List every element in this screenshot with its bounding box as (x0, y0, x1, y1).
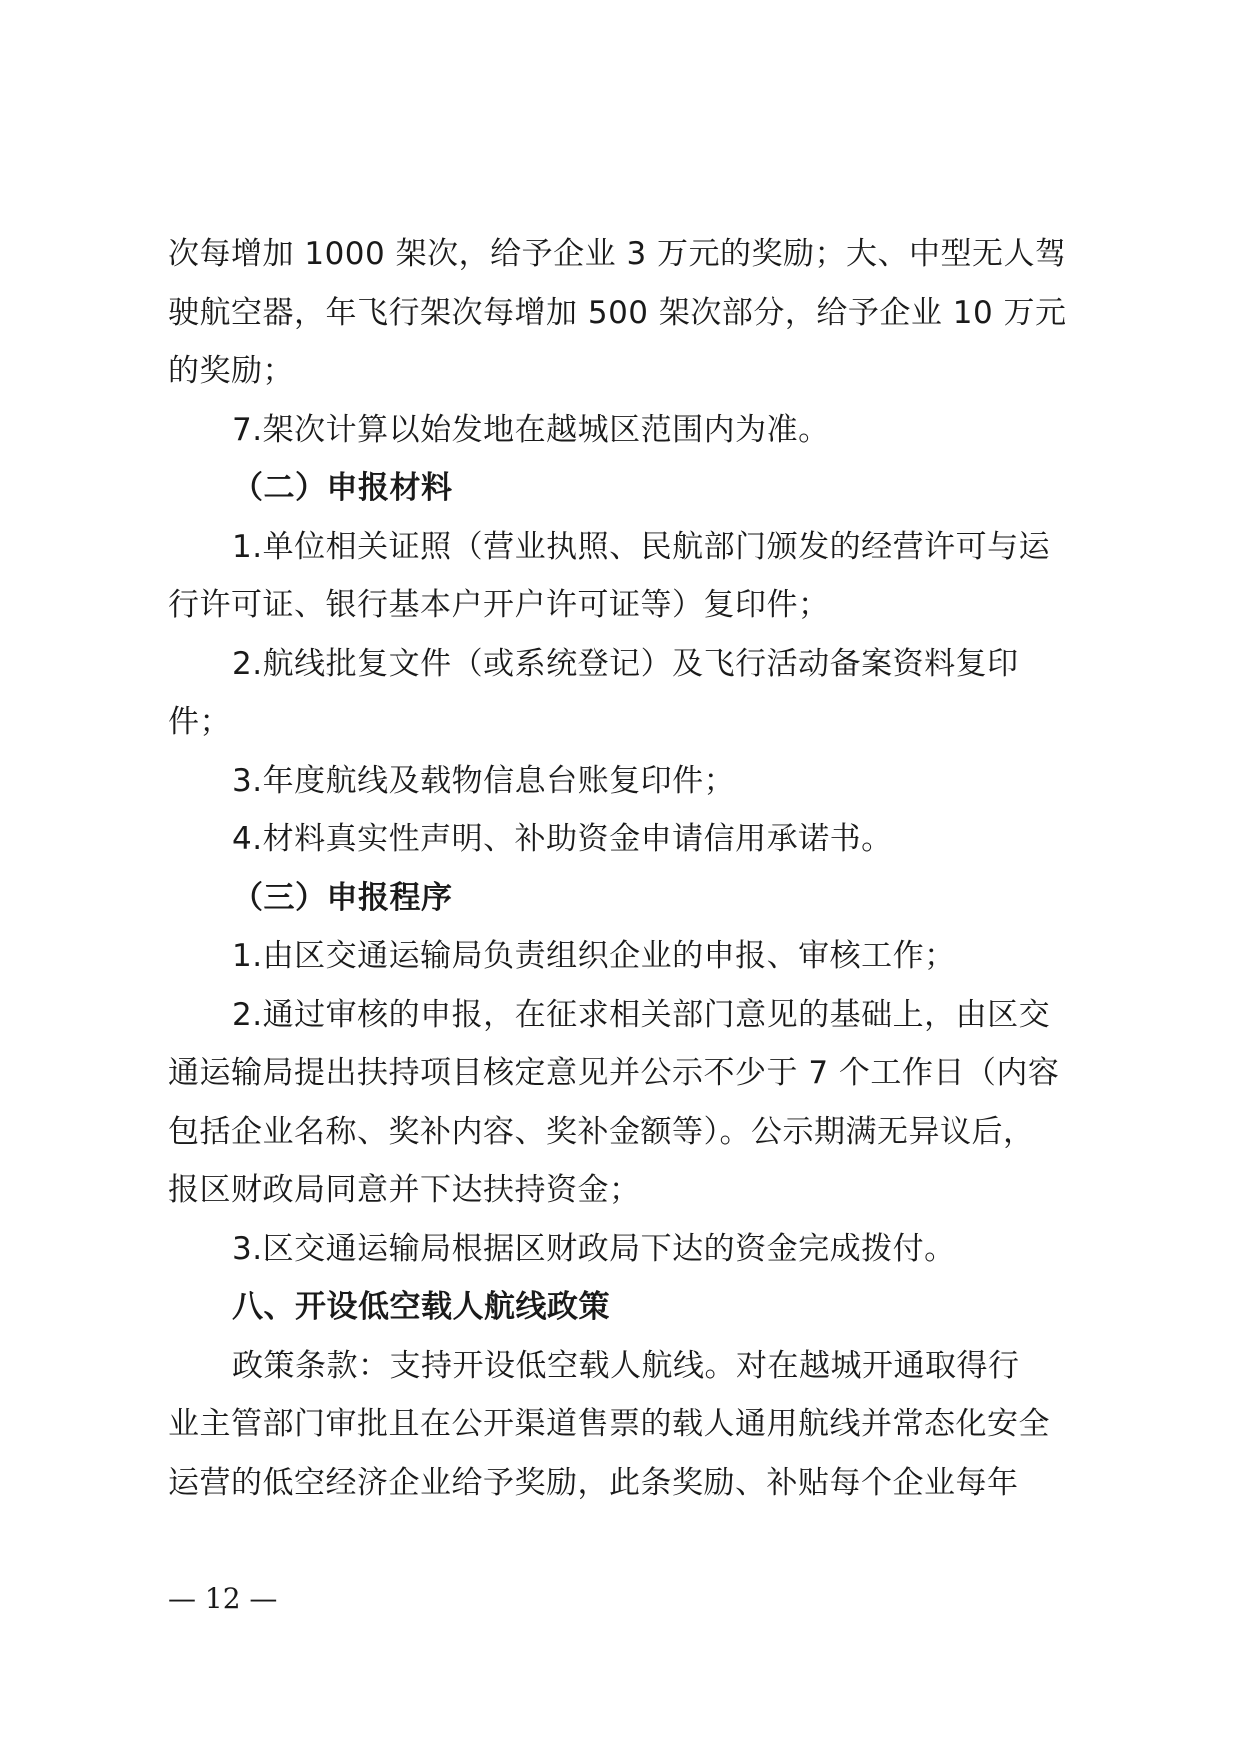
section-heading: （三）申报程序 (232, 879, 453, 916)
text-line: 的奖励； (168, 353, 294, 389)
text-line: 件； (168, 704, 231, 740)
text-line: 次每增加 1000 架次，给予企业 3 万元的奖励；大、中型无人驾 (168, 236, 1067, 272)
text-line: 驶航空器，年飞行架次每增加 500 架次部分，给予企业 10 万元 (168, 294, 1067, 331)
text-line: 2.航线批复文件（或系统登记）及飞行活动备案资料复印 (232, 645, 1019, 682)
text-line: 3.年度航线及载物信息台账复印件； (232, 762, 736, 799)
text-line: 政策条款：支持开设低空载人航线。对在越城开通取得行 (232, 1347, 1020, 1384)
text-line: 包括企业名称、奖补内容、奖补金额等）。公示期满无异议后， (168, 1113, 1035, 1150)
page-number: — 12 — (168, 1582, 278, 1615)
text-line: 7.架次计算以始发地在越城区范围内为准。 (232, 411, 830, 448)
section-heading: （二）申报材料 (232, 470, 453, 506)
text-line: 业主管部门审批且在公开渠道售票的载人通用航线并常态化安全 (168, 1406, 1050, 1442)
text-line: 1.单位相关证照（营业执照、民航部门颁发的经营许可与运 (232, 528, 1051, 565)
text-line: 运营的低空经济企业给予奖励，此条奖励、补贴每个企业每年 (168, 1464, 1019, 1501)
text-line: 通运输局提出扶持项目核定意见并公示不少于 7 个工作日（内容 (168, 1055, 1060, 1091)
document-body (168, 225, 1108, 1512)
text-line: 行许可证、银行基本户开户许可证等）复印件； (168, 587, 830, 623)
text-line: 4.材料真实性声明、补助资金申请信用承诺书。 (232, 821, 893, 857)
text-line: 1.由区交通运输局负责组织企业的申报、审核工作； (232, 938, 956, 974)
text-line: 2.通过审核的申报，在征求相关部门意见的基础上，由区交 (232, 996, 1051, 1033)
section-heading: 八、开设低空载人航线政策 (232, 1289, 610, 1325)
text-line: 3.区交通运输局根据区财政局下达的资金完成拨付。 (232, 1230, 956, 1267)
text-line: 报区财政局同意并下达扶持资金； (168, 1172, 641, 1208)
